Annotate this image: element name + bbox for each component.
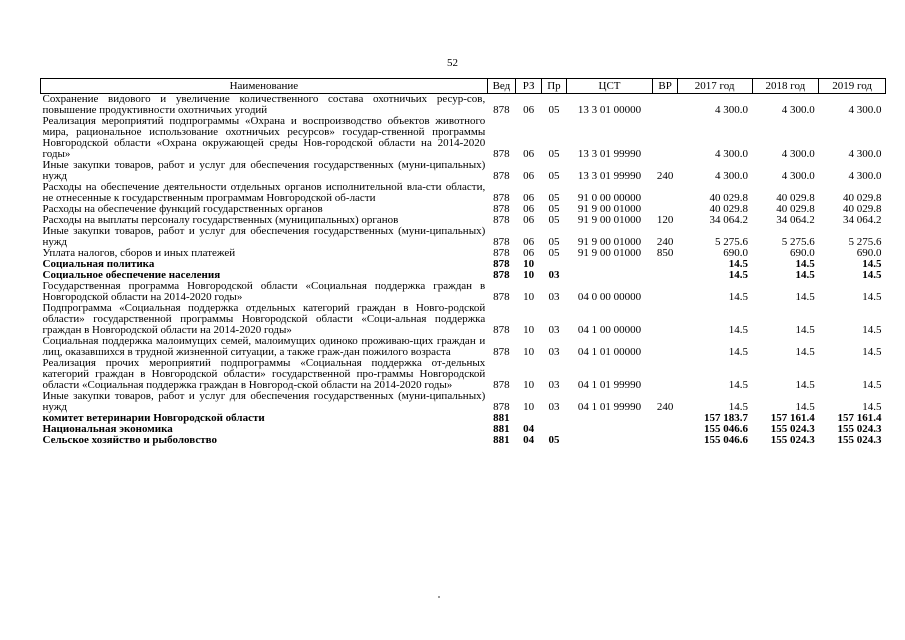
cell-cst: 04 0 00 00000 [577, 291, 642, 303]
cell-cst: 04 1 00 00000 [577, 324, 642, 336]
cell-ved: 878 [493, 269, 510, 281]
cell-cst: 04 1 01 99990 [577, 379, 642, 391]
table-row [41, 116, 886, 160]
cell-cst: 13 3 01 99990 [577, 170, 642, 182]
cell-ved: 881 [493, 412, 510, 424]
header-2018: 2018 год [752, 79, 819, 94]
cell-ved: 878 [493, 192, 510, 204]
cell-pr: 03 [548, 324, 560, 336]
cell-2018: 690.0 [789, 247, 815, 259]
cell-2018: 14.5 [795, 401, 815, 413]
cell-2018: 4 300.0 [781, 104, 815, 116]
cell-name: Иные закупки товаров, работ и услуг для обеспечения государственных (муни-ципальных) нужд [42, 225, 486, 248]
cell-2019: 4 300.0 [848, 170, 882, 182]
cell-2018: 5 275.6 [781, 236, 815, 248]
cell-2018: 14.5 [795, 346, 815, 358]
cell-name: Социальное обеспечение населения [42, 269, 221, 281]
cell-vr [653, 424, 677, 435]
cell-2018: 14.5 [795, 379, 815, 391]
cell-pr: 05 [548, 203, 560, 215]
cell-2019: 14.5 [862, 269, 882, 281]
cell-rz: 06 [523, 236, 535, 248]
cell-2018: 40 029.8 [776, 192, 815, 204]
cell-2017: 4 300.0 [715, 148, 749, 160]
cell-2018: 155 024.3 [770, 434, 815, 446]
cell-name: Расходы на выплаты персоналу государственных (муниципальных) органов [42, 214, 399, 226]
cell-2019: 40 029.8 [843, 203, 882, 215]
cell-cst: 13 3 01 99990 [577, 148, 642, 160]
cell-name: Уплата налогов, сборов и иных платежей [42, 247, 236, 259]
cell-ved: 878 [493, 236, 510, 248]
cell-2017: 34 064.2 [709, 214, 749, 226]
cell-2019: 4 300.0 [848, 104, 882, 116]
cell-2017: 14.5 [728, 379, 749, 391]
table-row [41, 160, 886, 182]
cell-vr: 240 [656, 170, 674, 182]
cell-rz: 10 [523, 346, 535, 358]
header-2017: 2017 год [677, 79, 752, 94]
cell-name: Государственная программа Новгородской области «Социальная поддержка граждан в Новгородской области на 2014-2020 годы» [42, 280, 486, 303]
cell-pr: 05 [548, 236, 560, 248]
cell-cst: 13 3 01 00000 [577, 104, 642, 116]
cell-2019: 5 275.6 [848, 236, 882, 248]
cell-ved: 878 [493, 401, 510, 413]
cell-pr: 05 [548, 192, 560, 204]
cell-2017: 14.5 [728, 291, 749, 303]
cell-2019: 14.5 [862, 291, 882, 303]
cell-2019: 155 024.3 [837, 434, 882, 446]
cell-rz: 04 [523, 423, 535, 435]
cell-name: Расходы на обеспечение деятельности отдельных органов исполнительной вла-сти области, не отнесенные к государственным программам Новгородской об-ласти [42, 181, 486, 204]
cell-name: Иные закупки товаров, работ и услуг для обеспечения государственных (муни-ципальных) нужд [42, 159, 486, 182]
cell-vr [653, 358, 677, 391]
cell-2018: 155 024.3 [770, 423, 815, 435]
cell-name: Национальная экономика [42, 423, 173, 435]
cell-rz: 04 [523, 434, 535, 446]
cell-2018: 14.5 [795, 269, 815, 281]
cell-name: Подпрограмма «Социальная поддержка отдельных категорий граждан в Новго-родской области» государственной программы Новгородской области «Соци-альная поддержка граждан в Новгородской области на 2014-2020 годы» [42, 302, 486, 336]
cell-rz: 10 [523, 258, 535, 270]
cell-2018: 14.5 [795, 291, 815, 303]
cell-pr: 05 [548, 104, 560, 116]
cell-rz: 10 [523, 401, 535, 413]
cell-2017: 5 275.6 [715, 236, 749, 248]
table-row [41, 182, 886, 204]
cell-vr [653, 94, 677, 117]
cell-2017: 4 300.0 [715, 104, 749, 116]
cell-rz: 06 [523, 104, 535, 116]
header-vr: ВР [653, 79, 677, 94]
table-row [41, 358, 886, 391]
cell-ved: 878 [493, 104, 510, 116]
cell-cst: 04 1 01 00000 [577, 346, 642, 358]
cell-2018: 4 300.0 [781, 148, 815, 160]
cell-vr [653, 281, 677, 303]
cell-vr [653, 259, 677, 270]
cell-pr: 05 [548, 214, 560, 226]
cell-2017: 155 046.6 [704, 434, 749, 446]
cell-cst [566, 435, 653, 446]
cell-ved: 878 [493, 291, 510, 303]
header-2019: 2019 год [819, 79, 886, 94]
cell-2018: 157 161.4 [770, 412, 815, 424]
header-rz: РЗ [516, 79, 542, 94]
cell-rz: 06 [523, 214, 535, 226]
table-row [41, 281, 886, 303]
cell-ved: 881 [493, 423, 510, 435]
cell-rz: 06 [523, 170, 535, 182]
cell-pr: 03 [548, 401, 560, 413]
cell-2019: 157 161.4 [837, 412, 882, 424]
cell-2018: 14.5 [795, 258, 815, 270]
cell-2019: 14.5 [862, 258, 882, 270]
cell-rz: 06 [523, 148, 535, 160]
cell-pr: 05 [548, 148, 560, 160]
cell-vr: 850 [656, 247, 674, 259]
header-name: Наименование [41, 79, 488, 94]
cell-cst [566, 259, 653, 270]
cell-vr [653, 336, 677, 358]
cell-vr [653, 270, 677, 281]
cell-pr: 05 [548, 247, 560, 259]
cell-ved: 881 [493, 434, 510, 446]
cell-ved: 878 [493, 170, 510, 182]
cell-vr [653, 435, 677, 446]
cell-pr: 03 [548, 269, 560, 281]
cell-2018: 4 300.0 [781, 170, 815, 182]
cell-vr [653, 116, 677, 160]
cell-2018: 14.5 [795, 324, 815, 336]
cell-name: Реализация мероприятий подпрограммы «Охрана и воспроизводство объектов животного мира, рациональное использование охотничьих ресурсов» государ-ственной программы Новгородской области «Охрана окружающей среды Нов-городской области на 2014-2020 годы» [42, 115, 486, 160]
cell-pr: 03 [548, 379, 560, 391]
cell-cst: 91 9 00 01000 [577, 214, 642, 226]
cell-2019: 34 064.2 [843, 214, 882, 226]
cell-cst: 91 0 00 00000 [577, 192, 642, 204]
cell-cst [566, 413, 653, 424]
cell-ved: 878 [493, 214, 510, 226]
cell-pr: 05 [548, 434, 560, 446]
cell-2019: 4 300.0 [848, 148, 882, 160]
table-row [41, 303, 886, 336]
cell-2019: 690.0 [856, 247, 882, 259]
cell-2019: 14.5 [862, 379, 882, 391]
cell-name: Сельское хозяйство и рыболовство [42, 434, 217, 446]
cell-2018: 40 029.8 [776, 203, 815, 215]
cell-name: Иные закупки товаров, работ и услуг для обеспечения государственных (муни-ципальных) нужд [42, 390, 486, 413]
cell-vr: 120 [656, 214, 674, 226]
cell-rz: 06 [523, 247, 535, 259]
cell-vr: 240 [656, 236, 674, 248]
cell-ved: 878 [493, 148, 510, 160]
cell-cst: 91 9 00 01000 [577, 203, 642, 215]
cell-vr: 240 [656, 401, 674, 413]
cell-ved: 878 [493, 247, 510, 259]
cell-vr [653, 182, 677, 204]
cell-2017: 4 300.0 [715, 170, 749, 182]
cell-pr: 03 [548, 346, 560, 358]
cell-name: Социальная политика [42, 258, 155, 270]
cell-rz: 10 [523, 379, 535, 391]
cell-2019: 155 024.3 [837, 423, 882, 435]
cell-pr: 05 [548, 170, 560, 182]
cell-pr [542, 413, 566, 424]
cell-rz: 06 [523, 192, 535, 204]
cell-2017: 690.0 [723, 247, 749, 259]
cell-vr [653, 303, 677, 336]
header-pr: Пр [542, 79, 566, 94]
cell-2017: 40 029.8 [709, 203, 749, 215]
cell-rz: 10 [523, 324, 535, 336]
cell-cst: 04 1 01 99990 [577, 401, 642, 413]
cell-name: Социальная поддержка малоимущих семей, малоимущих одиноко проживаю-щих граждан и лиц, оказавшихся в трудной жизненной ситуации, а также граж-дан пожилого возраста [42, 335, 486, 358]
table-row [41, 391, 886, 413]
cell-2019: 14.5 [862, 324, 882, 336]
header-ved: Вед [487, 79, 515, 94]
cell-ved: 878 [493, 203, 510, 215]
cell-name: Сохранение видового и увеличение количественного состава охотничьих ресур-сов, повышение продуктивности охотничьих угодий [42, 93, 486, 116]
table-body [41, 94, 886, 447]
cell-name: Расходы на обеспечение функций государственных органов [42, 203, 323, 215]
cell-2017: 157 183.7 [704, 412, 749, 424]
cell-cst [566, 270, 653, 281]
cell-rz: 10 [523, 291, 535, 303]
cell-2017: 40 029.8 [709, 192, 749, 204]
cell-ved: 878 [493, 379, 510, 391]
cell-ved: 878 [493, 258, 510, 270]
table-row [41, 226, 886, 248]
table-row [41, 248, 886, 259]
cell-cst [566, 424, 653, 435]
table-row [41, 435, 886, 446]
cell-name: комитет ветеринарии Новгородской области [42, 412, 265, 424]
scan-dot [438, 596, 440, 598]
cell-cst: 91 9 00 01000 [577, 247, 642, 259]
cell-2019: 14.5 [862, 401, 882, 413]
cell-vr [653, 413, 677, 424]
cell-name: Реализация прочих мероприятий подпрограммы «Социальная поддержка от-дельных категорий граждан в Новгородской области» государственной про-граммы Новгородской области «Социальная поддержка граждан в Новгород-ской области на 2014-2020 годы» [42, 357, 486, 391]
cell-2017: 14.5 [728, 346, 749, 358]
cell-ved: 878 [493, 346, 510, 358]
cell-cst: 91 9 00 01000 [577, 236, 642, 248]
cell-2019: 40 029.8 [843, 192, 882, 204]
page-number: 52 [447, 57, 458, 69]
cell-2017: 14.5 [728, 269, 749, 281]
cell-rz: 10 [523, 269, 535, 281]
cell-ved: 878 [493, 324, 510, 336]
cell-pr: 03 [548, 291, 560, 303]
budget-table [40, 78, 886, 446]
table-header-row [41, 79, 886, 94]
table-row [41, 336, 886, 358]
header-cst: ЦСТ [566, 79, 653, 94]
cell-2017: 14.5 [728, 258, 749, 270]
cell-2017: 14.5 [728, 324, 749, 336]
cell-2017: 155 046.6 [704, 423, 749, 435]
cell-2019: 14.5 [862, 346, 882, 358]
cell-2017: 14.5 [728, 401, 749, 413]
cell-2018: 34 064.2 [776, 214, 815, 226]
cell-rz: 06 [523, 203, 535, 215]
table-row [41, 94, 886, 117]
